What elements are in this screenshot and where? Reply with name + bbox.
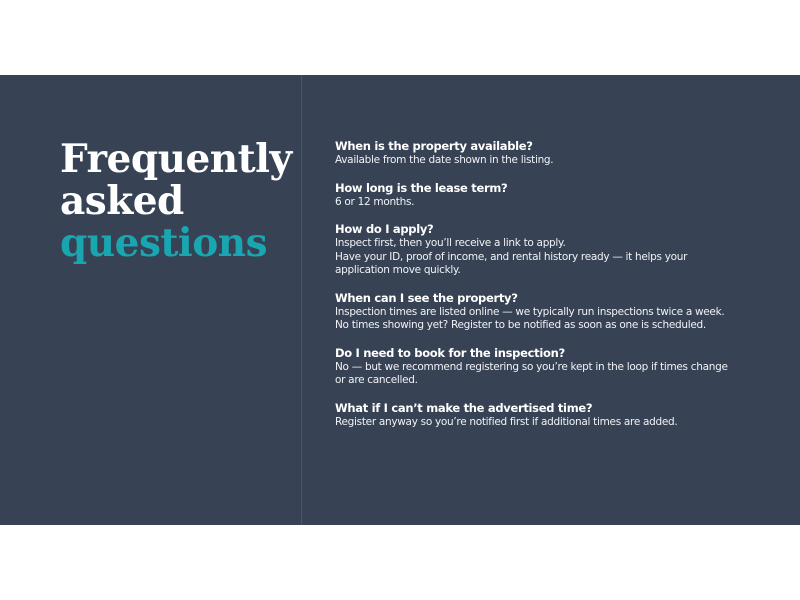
faq-answer [335,306,783,333]
faq-question: When can I see the property? [335,290,518,305]
faq-answer-line: Register anyway so you’re notified first if additional times are added. [335,415,678,428]
faq-question: How long is the lease term? [335,180,508,195]
faq-question: How do I apply? [335,222,434,236]
faq-answer [335,416,783,430]
faq-item [335,222,783,278]
faq-answer-line: Have your ID, proof of income, and rental history ready — it helps your [335,250,688,263]
faq-item [335,181,783,210]
faq-answer-line: or are cancelled. [335,374,418,386]
faq-answer-line: Inspect first, then you’ll receive a link to apply. [335,237,566,249]
faq-answer [335,154,783,168]
faq-item [335,291,783,333]
faq-answer [335,237,783,278]
faq-answer-line: No — but we recommend registering so you’re kept in the loop if times change [335,360,728,373]
page-title [60,138,292,264]
faq-question: Do I need to book for the inspection? [335,345,565,360]
faq-question: When is the property available? [335,139,533,153]
title-line-2: asked [60,178,184,224]
faq-answer [335,361,783,388]
faq-answer-line: application move quickly. [335,264,461,276]
faq-answer [335,196,783,210]
faq-answer-line: No times showing yet? Register to be notified as soon as one is scheduled. [335,319,706,331]
faq-answer-line: Inspection times are listed online — we typically run inspections twice a week. [335,305,725,318]
faq-answer-line: 6 or 12 months. [335,195,415,208]
faq-item [335,139,783,168]
faq-answer-line: Available from the date shown in the listing. [335,154,554,166]
faq-slide [0,75,800,525]
title-line-1: Frequently [60,136,292,182]
title-line-3: questions [60,220,268,266]
faq-question: What if I can’t make the advertised time? [335,400,593,415]
faq-item [335,401,783,430]
column-divider [301,75,302,525]
faq-list [335,139,783,442]
faq-item [335,346,783,388]
